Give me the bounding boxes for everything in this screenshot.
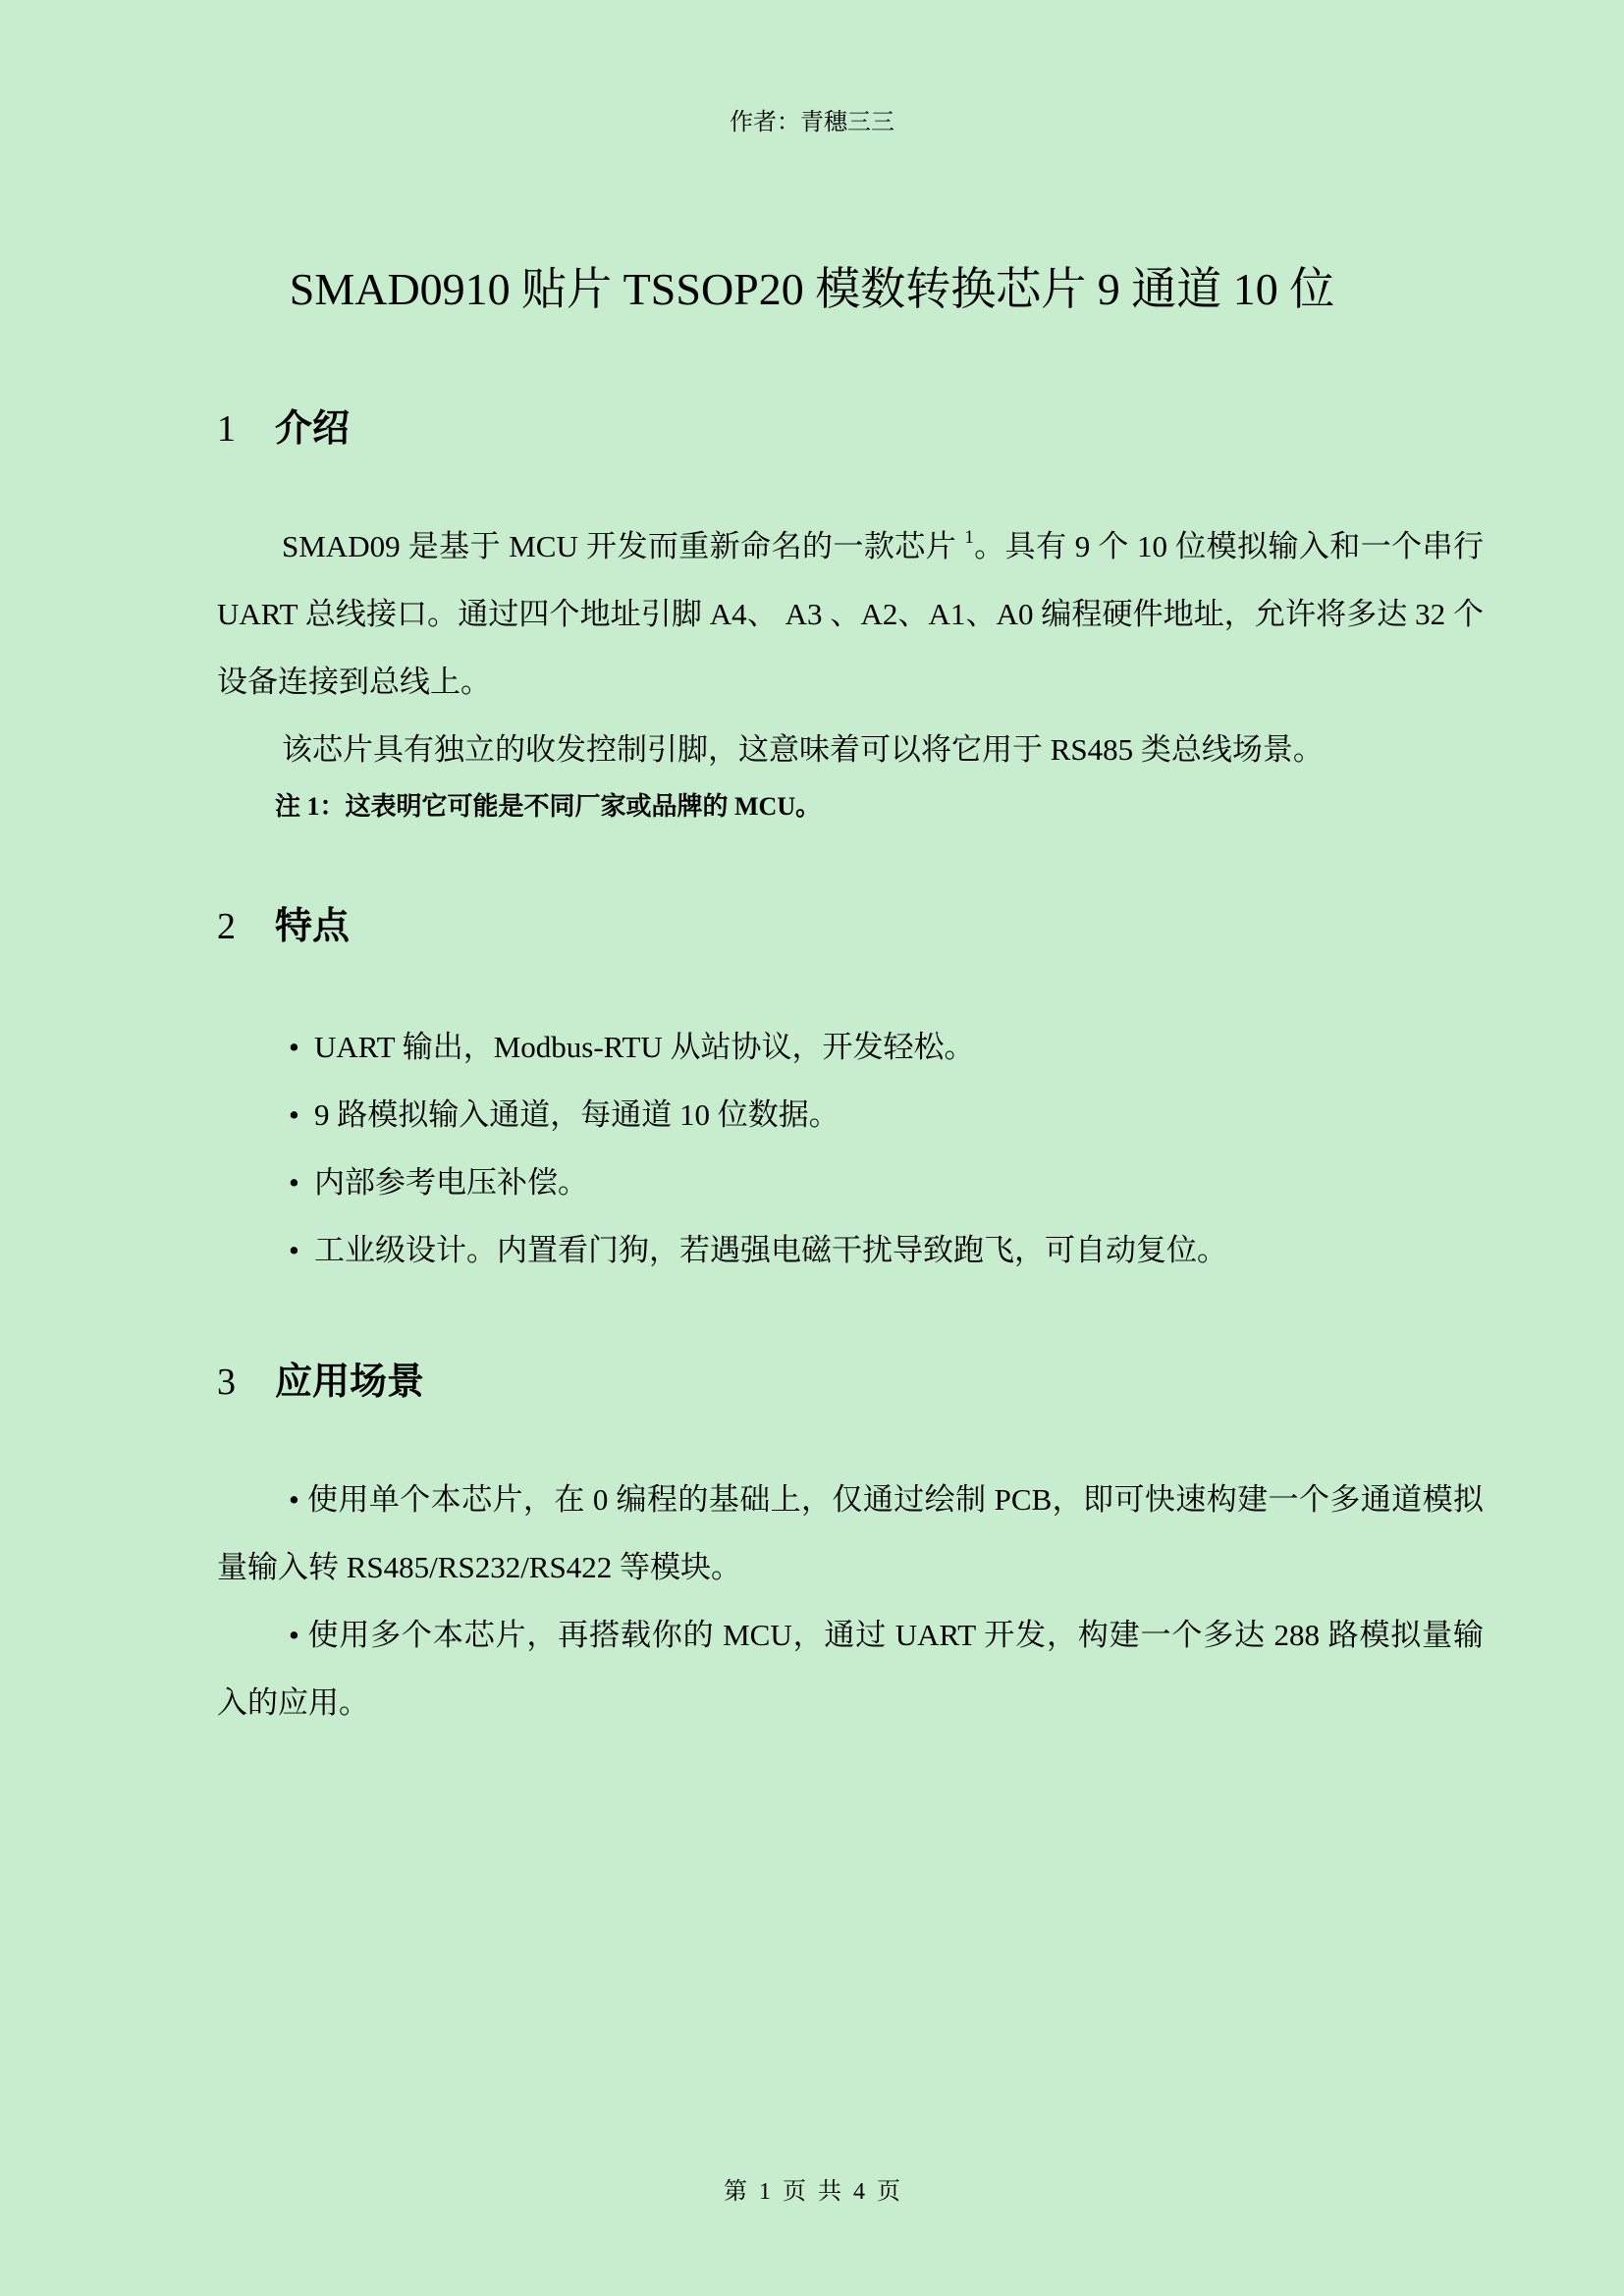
bullet-icon: • [289,1618,299,1652]
list-item [289,1013,1227,1081]
section-heading-features [217,895,350,949]
document-title: SMAD0910 贴片 TSSOP20 模数转换芯片 9 通道 10 位 [289,264,1335,314]
page-footer-number: 第 1 页 共 4 页 [724,2179,900,2205]
intro-paragraph-rs485: 该芯片具有独立的收发控制引脚，这意味着可以将它用于 RS485 类总线场景。 [282,732,1324,767]
list-item-text: 内部参考电压补偿。 [314,1165,588,1200]
application-text: 使用多个本芯片，再搭载你的 MCU，通过 UART 开发，构建一个多达 288 路模拟量输入的应用。 [217,1618,1485,1720]
features-list [289,1013,1227,1284]
list-item [289,1148,1227,1216]
intro-text-start: SMAD09 是基于 MCU 开发而重新命名的一款芯片 [282,529,957,563]
section-title: 特点 [275,904,351,947]
section-heading-applications [217,1351,424,1405]
bullet-icon: • [289,1097,299,1132]
list-item-text: 9 路模拟输入通道，每通道 10 位数据。 [314,1097,839,1132]
bullet-icon: • [289,1233,299,1267]
footnote-text: 注 1：这表明它可能是不同厂家或品牌的 MCU。 [275,792,822,821]
bullet-icon: • [289,1482,299,1517]
list-item-text: UART 输出，Modbus-RTU 从站协议，开发轻松。 [314,1030,975,1064]
application-paragraph-single [217,1466,1484,1601]
page-header-author: 作者：青穗三三 [730,110,894,135]
section-number: 1 [217,408,236,450]
footnote-ref: 1 [964,527,974,548]
bullet-icon: • [289,1165,299,1200]
section-number: 2 [217,906,236,947]
section-title: 介绍 [275,406,351,450]
section-number: 3 [217,1362,236,1403]
bullet-icon: • [289,1030,299,1064]
intro-text-rest: 。具有 9 个 10 位模拟输入和一个串行 UART 总线接口。通过四个地址引脚 A4、 A3 、A2、A1、A0 编程硬件地址，允许将多达 32 个设备连接到总线上。 [217,529,1485,699]
section-title: 应用场景 [275,1360,425,1403]
intro-paragraph [217,512,1484,716]
application-text: 使用单个本芯片，在 0 编程的基础上，仅通过绘制 PCB，即可快速构建一个多通道模拟量输入转 RS485/RS232/RS422 等模块。 [217,1482,1485,1584]
section-heading-introduction [217,398,350,452]
list-item [289,1081,1227,1148]
list-item [289,1216,1227,1284]
application-paragraph-multi [217,1601,1484,1736]
list-item-text: 工业级设计。内置看门狗，若遇强电磁干扰导致跑飞，可自动复位。 [314,1233,1227,1267]
